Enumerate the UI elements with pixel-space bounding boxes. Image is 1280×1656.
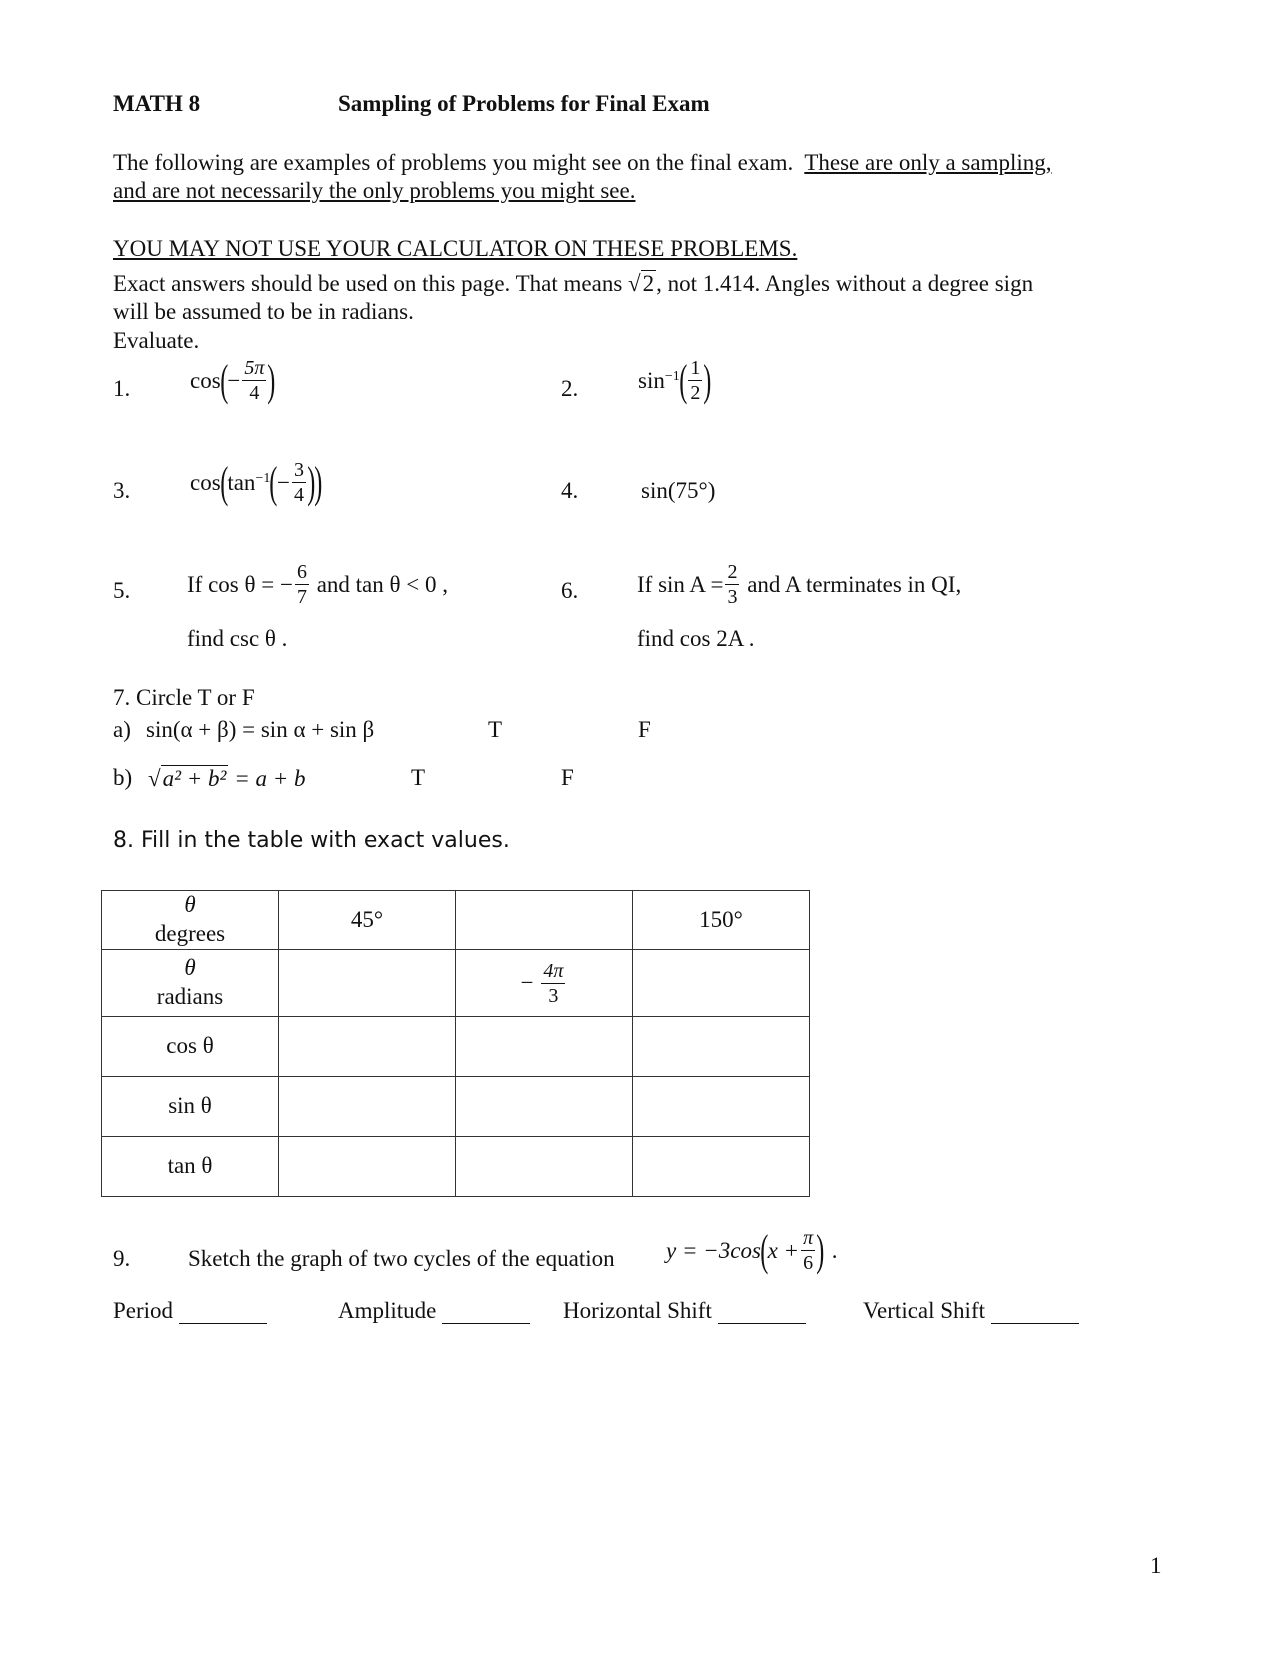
sqrt-example: 2	[642, 271, 655, 296]
problem-1-expression: cos ( − $\frac{5\pi}{4}$ )	[190, 355, 276, 405]
p1-sign: −	[227, 367, 241, 393]
cell-sin-2[interactable]	[456, 1077, 633, 1137]
tf-a-expression: sin(α + β) = sin α + sin β	[146, 717, 375, 742]
p2-denominator: 2	[690, 382, 701, 404]
cell-tan-1[interactable]	[279, 1137, 456, 1197]
table-row-degrees	[102, 891, 810, 950]
p9-fraction	[801, 1228, 815, 1273]
problem-5-find: find csc θ .	[187, 626, 288, 651]
trig-table	[101, 890, 810, 1197]
cell-deg-blank[interactable]	[456, 891, 633, 950]
p1-denominator: 4	[249, 382, 260, 404]
exact-text-2: , not 1.414. Angles without a degree sign	[656, 271, 1034, 296]
cell-tan-3[interactable]	[633, 1137, 810, 1197]
page-number: 1	[1150, 1553, 1162, 1578]
degrees-label: degrees	[154, 921, 226, 946]
p6-condition: and A terminates in QI,	[747, 571, 962, 597]
cell-rad-value	[456, 950, 633, 1017]
p9-numerator: π	[803, 1227, 814, 1249]
p1-func: cos	[190, 367, 221, 393]
problem-9-text: Sketch the graph of two cycles of the equation	[188, 1246, 615, 1271]
p6-denominator: 3	[727, 586, 738, 608]
theta-symbol: θ	[184, 892, 196, 918]
problem-2-number: 2.	[561, 376, 579, 401]
cell-deg-150: 150°	[633, 891, 810, 950]
rad-sign: −	[520, 969, 534, 995]
problem-6-find: find cos 2A .	[637, 626, 755, 651]
intro-underlined-text: These are only a sampling,	[804, 150, 1052, 175]
problem-9-equation: y = −3cos ( x + $\frac{\pi}{6}$ ) .	[666, 1225, 838, 1275]
cell-cos-3[interactable]	[633, 1017, 810, 1077]
amplitude-blank[interactable]	[442, 1301, 530, 1324]
tf-a-true[interactable]: T	[488, 717, 503, 742]
period-label: Period	[113, 1298, 174, 1323]
table-title: 8. Fill in the table with exact values.	[113, 828, 510, 853]
cell-sin-label: sin θ	[102, 1077, 279, 1137]
tf-a-false[interactable]: F	[638, 717, 651, 742]
cell-deg-45: 45°	[279, 891, 456, 950]
tf-title: 7. Circle T or F	[113, 685, 255, 710]
intro-text: The following are examples of problems you might see on the final exam.	[113, 150, 794, 175]
p3-outer-func: cos	[190, 469, 221, 495]
problem-2-expression: sin −1 ( $\frac{1}{2}$ )	[638, 355, 712, 405]
evaluate-label: Evaluate.	[113, 328, 200, 353]
exact-answers-line-2: will be assumed to be in radians.	[113, 299, 414, 324]
table-row-tan	[102, 1137, 810, 1197]
tf-b-label: b)	[113, 765, 133, 790]
p2-func: sin	[638, 367, 665, 393]
rad-denominator: 3	[548, 984, 559, 1007]
amplitude-field	[338, 1298, 530, 1324]
cell-tan-2[interactable]	[456, 1137, 633, 1197]
p5-if: If	[187, 571, 203, 597]
tf-b-true[interactable]: T	[411, 765, 426, 790]
exact-text-1: Exact answers should be used on this page. That means	[113, 271, 623, 296]
radians-label: radians	[156, 984, 224, 1009]
problem-3-number: 3.	[113, 478, 131, 503]
vshift-blank[interactable]	[991, 1301, 1079, 1324]
exact-answers-line: Exact answers should be used on this page. That means √2, not 1.414. Angles without a degree sign	[113, 271, 1034, 296]
problem-9-number: 9.	[113, 1246, 131, 1271]
hshift-label: Horizontal Shift	[563, 1298, 712, 1323]
cell-cos-1[interactable]	[279, 1017, 456, 1077]
cell-rad-blank-2[interactable]	[633, 950, 810, 1017]
p3-denominator: 4	[293, 484, 304, 506]
problem-4-number: 4.	[561, 478, 579, 503]
period-blank[interactable]	[179, 1301, 267, 1324]
amplitude-label: Amplitude	[338, 1298, 437, 1323]
cell-radians-label	[102, 950, 279, 1017]
p9-eq-prefix: y = −3cos	[666, 1237, 761, 1263]
cell-cos-2[interactable]	[456, 1017, 633, 1077]
p2-numerator: 1	[690, 357, 701, 379]
p5-condition: and tan θ < 0 ,	[316, 571, 448, 597]
period-field	[113, 1298, 267, 1324]
problem-6-expression	[637, 562, 961, 607]
p1-numerator: 5π	[244, 357, 265, 379]
cell-cos-label: cos θ	[102, 1017, 279, 1077]
tf-b-false[interactable]: F	[561, 765, 574, 790]
p3-numerator: 3	[293, 459, 304, 481]
cell-sin-3[interactable]	[633, 1077, 810, 1137]
p6-if: If sin A =	[637, 571, 724, 597]
tf-a-label: a)	[113, 717, 131, 742]
tf-b-rest: = a + b	[234, 766, 306, 791]
hshift-field	[563, 1298, 806, 1324]
p9-denominator: 6	[803, 1252, 814, 1274]
hshift-blank[interactable]	[718, 1301, 806, 1324]
problem-6-number: 6.	[561, 578, 579, 603]
p5-denominator: 7	[296, 586, 307, 608]
cell-tan-label: tan θ	[102, 1137, 279, 1197]
rad-numerator: 4π	[543, 959, 564, 982]
theta-symbol: θ	[184, 955, 196, 981]
table-row-cos	[102, 1017, 810, 1077]
tf-b-expression: √a² + b² = a + b	[148, 766, 306, 791]
table-row-sin	[102, 1077, 810, 1137]
p2-fraction	[688, 358, 702, 403]
intro-line-2: and are not necessarily the only problems you might see.	[113, 178, 636, 203]
intro-line-1	[113, 150, 1052, 176]
problem-5-number: 5.	[113, 578, 131, 603]
p3-fraction	[292, 460, 306, 505]
p5-cos: cos θ = −	[208, 571, 293, 597]
p6-fraction	[725, 562, 739, 607]
p1-fraction	[242, 358, 266, 403]
p3-inner-func: tan	[227, 469, 256, 495]
problem-5-expression	[187, 562, 448, 607]
no-calculator-notice: YOU MAY NOT USE YOUR CALCULATOR ON THESE PROBLEMS.	[113, 236, 798, 261]
page-title: Sampling of Problems for Final Exam	[338, 91, 710, 116]
p9-eq-x: x +	[767, 1237, 800, 1263]
problem-3-expression: cos ( tan −1 ( − $\frac{3}{4}$ ) )	[190, 457, 322, 507]
problem-1-number: 1.	[113, 376, 131, 401]
cell-degrees-label	[102, 891, 279, 950]
course-label: MATH 8	[113, 91, 201, 116]
p3-sign: −	[277, 469, 290, 495]
table-row-radians	[102, 950, 810, 1017]
p5-fraction	[295, 562, 309, 607]
p5-numerator: 6	[296, 561, 307, 583]
problem-4-expression: sin(75°)	[641, 478, 716, 503]
p6-numerator: 2	[727, 561, 738, 583]
p2-exponent: −1	[664, 368, 680, 384]
vshift-field	[863, 1298, 1079, 1324]
p3-exponent: −1	[255, 470, 271, 486]
cell-rad-blank-1[interactable]	[279, 950, 456, 1017]
cell-sin-1[interactable]	[279, 1077, 456, 1137]
vshift-label: Vertical Shift	[863, 1298, 985, 1323]
tf-b-radicand: a² + b²	[162, 766, 227, 791]
